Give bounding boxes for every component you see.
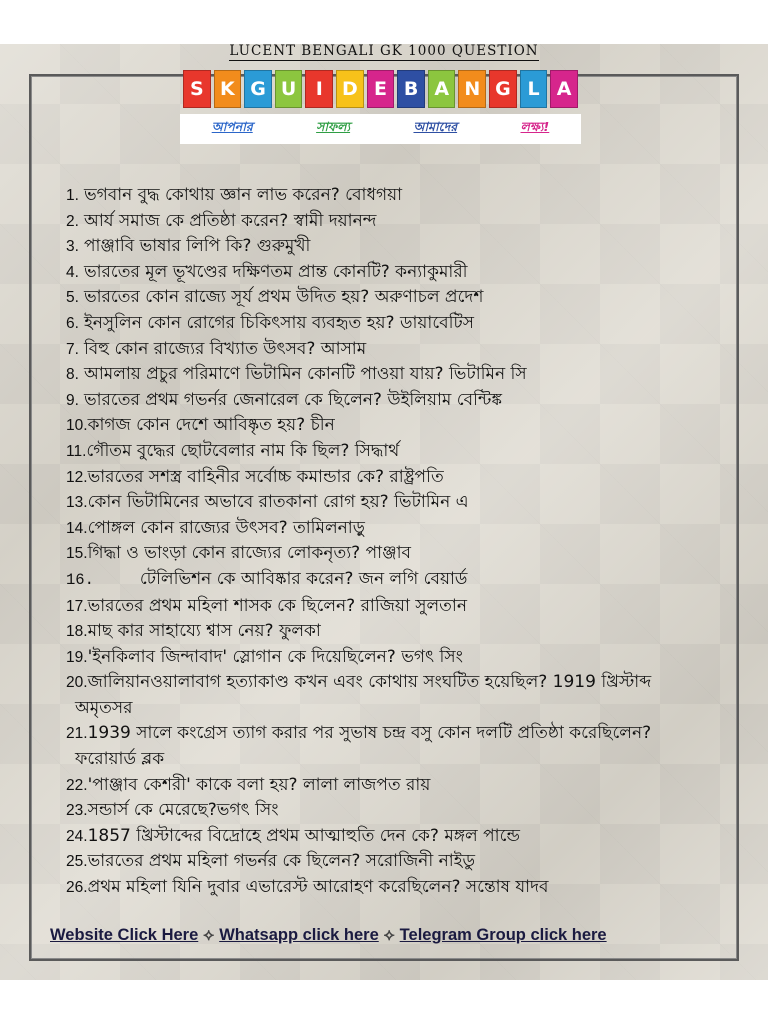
question-text: ফরোয়ার্ড ব্লক (75, 749, 165, 770)
question-line (66, 234, 746, 260)
question-text: ইনসুলিন কোন রোগের চিকিৎসায় ব্যবহৃত হয়? ডায়াবেটিস (83, 312, 475, 333)
question-number: 25. (66, 853, 88, 871)
question-item (66, 439, 746, 465)
question-line (66, 875, 746, 901)
question-item (66, 798, 746, 824)
question-item (66, 209, 746, 235)
question-text: প্রথম মহিলা যিনি দুবার এভারেস্ট আরোহণ করেছিলেন? সন্তোষ যাদব (87, 877, 549, 898)
logo-letter: E (367, 70, 395, 108)
logo-tagline-word: সাফল্য (316, 119, 351, 134)
question-item (66, 541, 746, 567)
question-text: জালিয়ানওয়ালাবাগ হত্যাকাণ্ড কখন এবং কোথায় সংঘটিত হয়েছিল? 1919 খ্রিস্টাব্দ (87, 672, 652, 693)
question-line (66, 567, 746, 594)
logo-letter: A (550, 70, 578, 108)
question-line (66, 541, 746, 567)
question-item (66, 875, 746, 901)
question-line (66, 413, 746, 439)
question-item (66, 337, 746, 363)
question-number: 2. (66, 212, 79, 230)
question-number: 1. (66, 187, 79, 204)
question-text: মাছ কার সাহায্যে শ্বাস নেয়? ফুলকা (87, 621, 321, 642)
question-line (66, 773, 746, 799)
question-line (66, 849, 746, 875)
logo-letter: G (489, 70, 517, 108)
question-text: টেলিভিশন কে আবিষ্কার করেন? জন লগি বেয়ার্ড (139, 568, 468, 589)
question-text: ভারতের প্রথম মহিলা গভর্নর কে ছিলেন? সরোজিনী নাইডু (87, 851, 476, 872)
question-item (66, 721, 746, 772)
question-item (66, 260, 746, 286)
question-number: 26. (66, 879, 88, 897)
question-line (66, 594, 746, 620)
question-number: 3. (66, 238, 79, 256)
question-number: 14. (66, 519, 88, 537)
document-title (0, 43, 768, 59)
question-line (66, 439, 746, 465)
question-number: 7. (66, 340, 79, 358)
question-number: 10. (66, 417, 88, 435)
question-text: 'পাঞ্জাব কেশরী' কাকে বলা হয়? লালা লাজপত রায় (87, 774, 431, 795)
question-text: অমৃতসর (75, 697, 133, 718)
question-text: পোঙ্গল কোন রাজ্যের উৎসব? তামিলনাড়ু (87, 517, 365, 538)
question-line (66, 337, 746, 363)
question-number: 9. (66, 391, 79, 409)
question-line (66, 490, 746, 516)
question-item (66, 413, 746, 439)
question-list (66, 183, 746, 901)
question-line (66, 260, 746, 286)
question-text: গিদ্ধা ও ভাংড়া কোন রাজ্যের লোকনৃত্য? পাঞ্জাব (87, 543, 411, 564)
logo-letters (183, 70, 578, 108)
question-text: ভারতের মূল ভূখণ্ডের দক্ষিণতম প্রান্ত কোনটি? কন্যাকুমারী (83, 261, 468, 282)
logo-letter: K (214, 70, 242, 108)
footer-links (50, 926, 730, 945)
question-text: বিহু কোন রাজ্যের বিখ্যাত উৎসব? আসাম (83, 338, 367, 359)
question-item (66, 567, 746, 594)
question-item (66, 490, 746, 516)
question-number: 23. (66, 802, 88, 820)
question-text: কাগজ কোন দেশে আবিষ্কৃত হয়? চীন (87, 415, 335, 436)
question-item (66, 362, 746, 388)
question-item (66, 285, 746, 311)
question-item (66, 311, 746, 337)
logo-tagline-word: আমাদের (413, 119, 458, 134)
question-line (66, 721, 746, 747)
question-text: 'ইনকিলাব জিন্দাবাদ' স্লোগান কে দিয়েছিলেন? ভগৎ সিং (87, 646, 463, 667)
logo-letter: N (458, 70, 486, 108)
question-text: ভারতের প্রথম মহিলা শাসক কে ছিলেন? রাজিয়া সুলতান (87, 595, 468, 616)
question-line (66, 670, 746, 696)
question-number: 18. (66, 623, 88, 641)
question-text: 1857 খ্রিস্টাব্দের বিদ্রোহে প্রথম আত্মাহুতি দেন কে? মঙ্গল পান্ডে (87, 825, 520, 846)
question-item (66, 645, 746, 671)
question-number: 20. (66, 674, 88, 692)
question-line (66, 285, 746, 311)
document-title-text: LUCENT BENGALI GK 1000 QUESTION (229, 43, 539, 59)
site-logo (183, 70, 578, 176)
question-continuation (66, 696, 746, 722)
question-line (66, 465, 746, 491)
logo-letter: S (183, 70, 211, 108)
logo-letter: L (520, 70, 548, 108)
question-line (66, 824, 746, 850)
question-text: ভারতের কোন রাজ্যে সূর্য প্রথম উদিত হয়? অরুণাচল প্রদেশ (83, 287, 484, 308)
question-line (66, 183, 746, 209)
question-number: 6. (66, 314, 79, 332)
question-number: 17. (66, 597, 88, 615)
question-item (66, 773, 746, 799)
question-number: 21. (66, 725, 88, 743)
question-text: পাঞ্জাবি ভাষার লিপি কি? গুরুমুখী (83, 236, 311, 257)
question-text: আমলায় প্রচুর পরিমাণে ভিটামিন কোনটি পাওয়া যায়? ভিটামিন সি (83, 364, 527, 385)
question-item (66, 183, 746, 209)
sparkle-icon: ⟡ (383, 926, 395, 944)
question-item (66, 824, 746, 850)
question-item (66, 465, 746, 491)
logo-tagline-word: আপনার (211, 119, 253, 134)
question-item (66, 388, 746, 414)
logo-letter: D (336, 70, 364, 108)
question-number: 5. (66, 289, 79, 307)
logo-tagline (180, 114, 581, 144)
question-text: আর্য সমাজ কে প্রতিষ্ঠা করেন? স্বামী দয়ানন্দ (83, 210, 377, 231)
question-number: 22. (66, 776, 88, 794)
question-item (66, 594, 746, 620)
question-number: 4. (66, 263, 79, 281)
question-line (66, 209, 746, 235)
question-text: সন্ডার্স কে মেরেছে?ভগৎ সিং (87, 800, 279, 821)
question-text: 1939 সালে কংগ্রেস ত্যাগ করার পর সুভাষ চন্দ্র বসু কোন দলটি প্রতিষ্ঠা করেছিলেন? (87, 723, 652, 744)
question-number: 13. (66, 494, 88, 512)
question-line (66, 619, 746, 645)
question-line (66, 645, 746, 671)
question-text: কোন ভিটামিনের অভাবে রাতকানা রোগ হয়? ভিটামিন এ (87, 492, 469, 513)
website-link[interactable]: Website Click Here (50, 926, 199, 944)
question-line (66, 516, 746, 542)
whatsapp-link[interactable]: Whatsapp click here (219, 926, 379, 944)
logo-letter: B (397, 70, 425, 108)
question-line (66, 362, 746, 388)
question-item (66, 516, 746, 542)
question-line (66, 798, 746, 824)
question-number: 12. (66, 468, 88, 486)
question-item (66, 670, 746, 721)
logo-letter: A (428, 70, 456, 108)
question-line (66, 311, 746, 337)
question-text: ভারতের প্রথম গভর্নর জেনারেল কে ছিলেন? উইলিয়াম বেন্টিঙ্ক (83, 389, 502, 410)
logo-letter: I (305, 70, 333, 108)
question-text: গৌতম বুদ্ধের ছোটবেলার নাম কি ছিল? সিদ্ধার্থ (86, 440, 400, 461)
sparkle-icon: ⟡ (203, 926, 215, 944)
question-item (66, 234, 746, 260)
logo-letter: U (275, 70, 303, 108)
question-item (66, 849, 746, 875)
question-item (66, 619, 746, 645)
question-text: ভগবান বুদ্ধ কোথায় জ্ঞান লাভ করেন? বোধগয়া (83, 185, 403, 205)
question-line (66, 388, 746, 414)
question-number: 8. (66, 366, 79, 384)
question-number: 11. (66, 442, 87, 460)
question-number: 15. (66, 545, 88, 563)
logo-tagline-word: লক্ষ্য! (520, 119, 550, 134)
question-number: 24. (66, 827, 88, 845)
logo-letter: G (244, 70, 272, 108)
question-continuation (66, 747, 746, 773)
question-number: 19. (66, 648, 88, 666)
question-text: ভারতের সশস্ত্র বাহিনীর সর্বোচ্চ কমান্ডার কে? রাষ্ট্রপতি (87, 466, 444, 487)
telegram-link[interactable]: Telegram Group click here (399, 926, 607, 944)
question-number: 16. (66, 570, 94, 589)
